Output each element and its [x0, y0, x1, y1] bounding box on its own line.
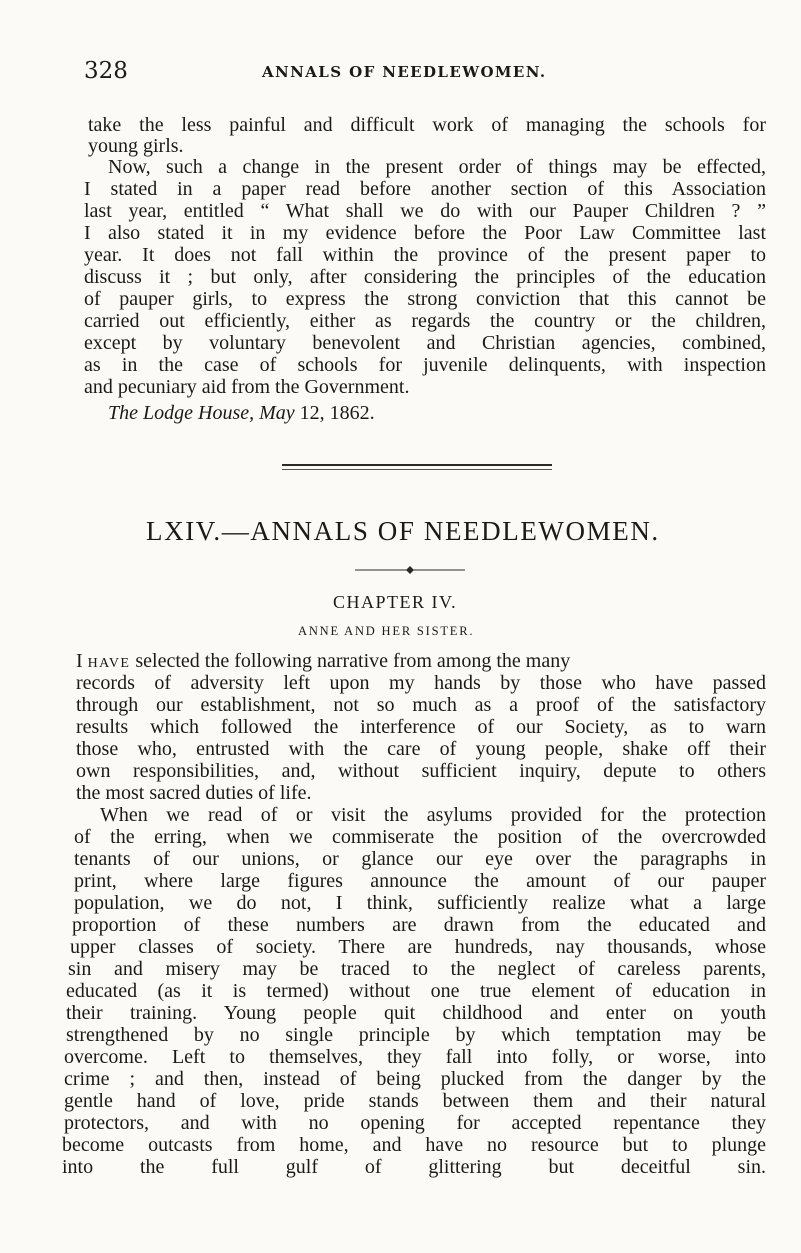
text-line: crime ; and then, instead of being plucked from the danger by the [64, 1068, 766, 1090]
first-line-rest: selected the following narrative from among the many [135, 650, 571, 672]
text-line: carried out efficiently, either as regards the country or the children, [84, 310, 766, 332]
text-line: When we read of or visit the asylums provided for the protection [100, 804, 766, 826]
text-line: into the full gulf of glittering but deceitful sin. [62, 1156, 766, 1178]
text-line: take the less painful and difficult work of managing the schools for [88, 114, 766, 136]
text-line: through our establishment, not so much as a proof of the satisfactory [76, 694, 766, 716]
section-title: ANNE AND HER SISTER. [298, 624, 475, 638]
dash-ornament [355, 565, 465, 575]
text-line: Now, such a change in the present order of things may be effected, [108, 156, 766, 178]
first-word-smallcaps: HAVE [87, 656, 131, 671]
text-line: discuss it ; but only, after considering the principles of the education [84, 266, 766, 288]
text-line: protectors, and with no opening for accepted repentance they [64, 1112, 766, 1134]
section-divider [282, 464, 552, 466]
page-header [84, 58, 774, 88]
dateline [108, 402, 375, 425]
text-line: proportion of these numbers are drawn from the educated and [72, 914, 766, 936]
text-line: their training. Young people quit childhood and enter on youth [66, 1002, 766, 1024]
text-line: of the erring, when we commiserate the position of the overcrowded [74, 826, 766, 848]
text-line: those who, entrusted with the care of young people, shake off their [76, 738, 766, 760]
text-line: the most sacred duties of life. [76, 782, 312, 804]
running-title: ANNALS OF NEEDLEWOMEN. [262, 63, 547, 81]
text-line: own responsibilities, and, without sufficient inquiry, depute to others [76, 760, 766, 782]
first-initial: I [76, 650, 83, 672]
text-line: of pauper girls, to express the strong conviction that this cannot be [84, 288, 766, 310]
text-line: educated (as it is termed) without one true element of education in [66, 980, 766, 1002]
text-line: print, where large figures announce the amount of our pauper [74, 870, 766, 892]
text-line: population, we do not, I think, sufficiently realize what a large [74, 892, 766, 914]
text-line: I also stated it in my evidence before the Poor Law Committee last [84, 222, 766, 244]
text-line: strengthened by no single principle by which temptation may be [66, 1024, 766, 1046]
chapter-title: CHAPTER IV. [333, 592, 458, 612]
text-line: year. It does not fall within the province of the present paper to [84, 244, 766, 266]
text-line: results which followed the interference of our Society, as to warn [76, 716, 766, 738]
section-divider-thin [282, 469, 552, 470]
first-line [76, 650, 570, 673]
text-line: become outcasts from home, and have no resource but to plunge [62, 1134, 766, 1156]
text-line: as in the case of schools for juvenile delinquents, with inspection [84, 354, 766, 376]
text-line: and pecuniary aid from the Government. [84, 376, 410, 398]
page-number: 328 [84, 58, 128, 84]
text-line: I stated in a paper read before another section of this Association [84, 178, 766, 200]
article-title: LXIV.—ANNALS OF NEEDLEWOMEN. [146, 516, 660, 546]
text-line: gentle hand of love, pride stands between them and their natural [64, 1090, 766, 1112]
text-line: last year, entitled “ What shall we do with our Pauper Children ? ” [84, 200, 766, 222]
text-line: young girls. [88, 135, 184, 157]
text-line: except by voluntary benevolent and Christian agencies, combined, [84, 332, 766, 354]
dateline-date: 12, 1862. [299, 402, 375, 424]
text-line: overcome. Left to themselves, they fall into folly, or worse, into [64, 1046, 766, 1068]
text-line: tenants of our unions, or glance our eye over the paragraphs in [74, 848, 766, 870]
text-line: records of adversity left upon my hands by those who have passed [76, 672, 766, 694]
text-line: sin and misery may be traced to the neglect of careless parents, [68, 958, 766, 980]
dateline-place: The Lodge House, May [108, 402, 295, 424]
text-line: upper classes of society. There are hundreds, nay thousands, whose [70, 936, 766, 958]
